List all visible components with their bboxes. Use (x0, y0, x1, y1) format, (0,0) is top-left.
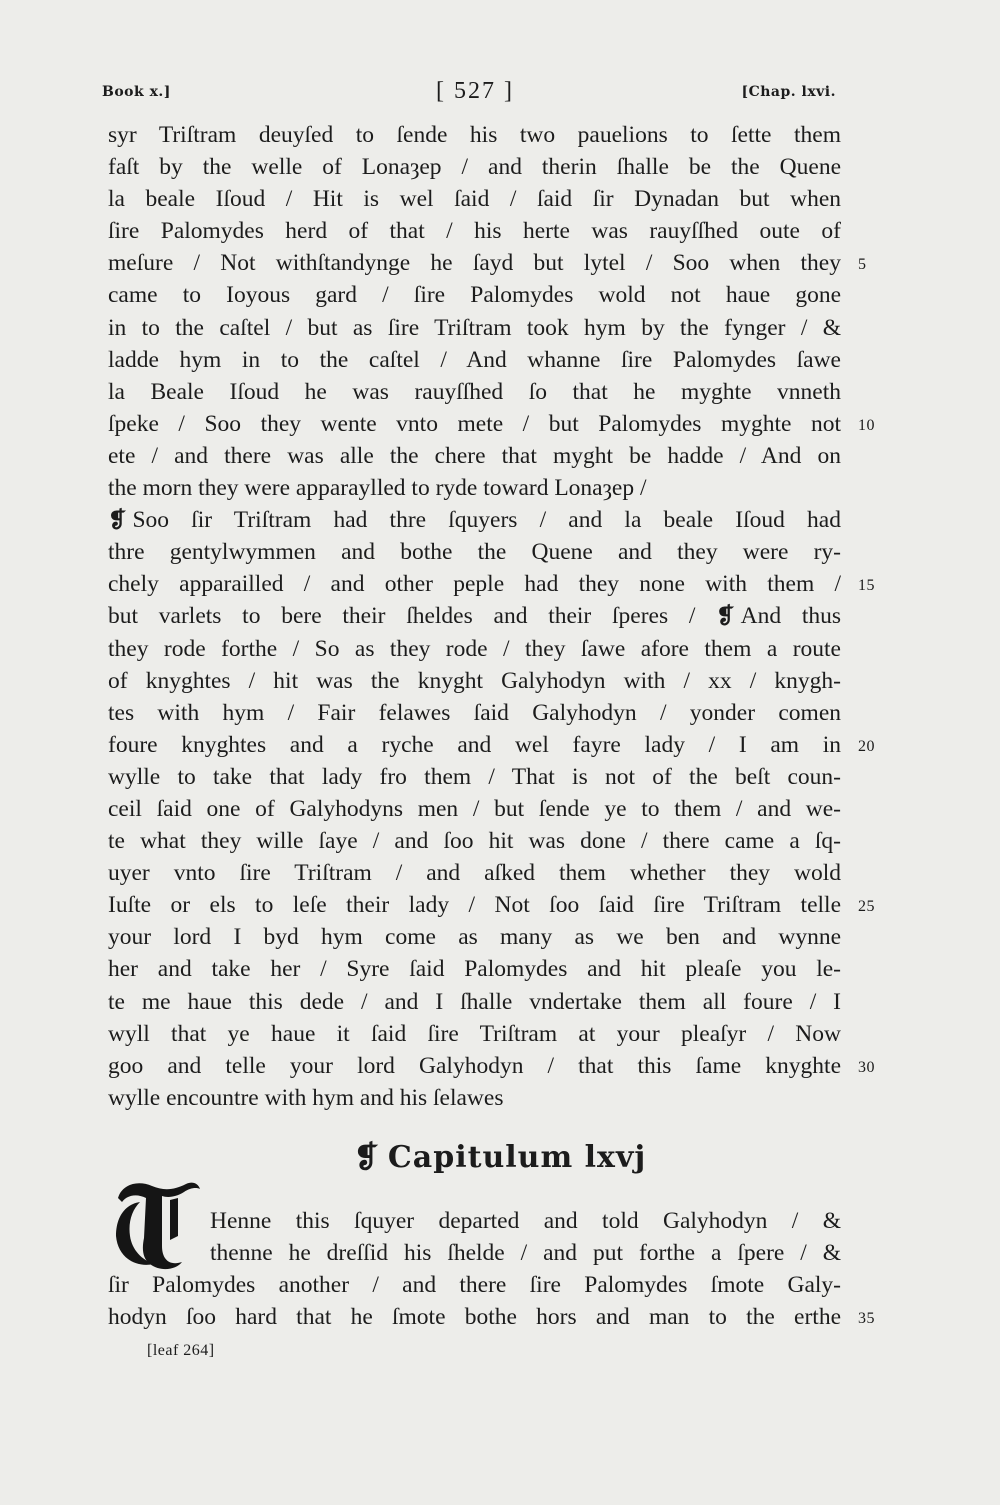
text-line (108, 536, 841, 568)
text-line (108, 1018, 841, 1050)
line-number: 20 (858, 737, 875, 755)
line-text: wyll that ye haue it ſaid ſire Triſtram at your pleaſyr / Now (108, 1020, 841, 1047)
text-line (108, 247, 867, 279)
line-number: 35 (858, 1310, 875, 1328)
text-line (108, 440, 841, 472)
text-line (108, 953, 841, 985)
line-number: 15 (858, 577, 875, 595)
body-text (108, 119, 875, 1114)
line-number: 5 (858, 256, 867, 274)
leaf-footnote: [leaf 264] (147, 1342, 215, 1359)
line-text: Iuſte or els to leſe their lady / Not ſoo ſaid ſire Triſtram telle (108, 892, 841, 919)
text-line (108, 279, 841, 311)
line-text: in to the caſtel / but as ſire Triſtram took hym by the fynger / & (108, 314, 841, 341)
line-text-continued: And thus (740, 603, 841, 630)
line-text: te me haue this dede / and I ſhalle vndertake them all foure / I (108, 988, 841, 1015)
running-head-chapter: [Chap. lxvi. (741, 84, 836, 100)
line-text: ſire Palomydes herd of that / his herte was rauyſſhed oute of (108, 218, 841, 245)
text-line (108, 312, 841, 344)
text-line (108, 761, 841, 793)
line-text: the morn they were apparaylled to ryde toward Lonaȝep / (108, 475, 647, 502)
line-number: 30 (858, 1058, 875, 1076)
line-text: but varlets to bere their ſheldes and their ſperes / (108, 603, 696, 630)
line-text: they rode forthe / So as they rode / they ſawe afore them a route (108, 635, 841, 662)
running-head-book: Book x.] (102, 84, 171, 100)
line-number: 25 (858, 898, 875, 916)
pilcrow-icon: ❡ (353, 1140, 380, 1175)
text-line (108, 1050, 875, 1082)
text-line (108, 857, 841, 889)
text-line (108, 1082, 841, 1114)
text-line (108, 633, 841, 665)
line-text: chely apparailled / and other peple had they none with them / (108, 571, 841, 598)
text-line (108, 793, 841, 825)
chapter-heading (0, 1140, 1000, 1175)
text-line (108, 472, 841, 504)
text-line (108, 151, 841, 183)
line-text: uyer vnto ſire Triſtram / and aſked them whether they wold (108, 860, 841, 887)
line-text: wylle encountre with hym and his ſelawes (108, 1084, 504, 1111)
line-text: your lord I byd hym come as many as we ben and wynne (108, 924, 841, 951)
text-line (108, 665, 841, 697)
line-text: foure knyghtes and a ryche and wel fayre lady / I am in (108, 731, 841, 758)
line-text: syr Triſtram deuyſed to ſende his two pauelions to ſette them (108, 122, 841, 148)
page-number: [ 527 ] (436, 78, 514, 104)
text-line (108, 119, 841, 151)
line-text: her and take her / Syre ſaid Palomydes and hit pleaſe you le- (108, 956, 841, 983)
text-line (108, 729, 875, 761)
line-text: Henne this ſquyer departed and told Galyhodyn / & (210, 1208, 841, 1234)
pilcrow-icon: ❡ (716, 603, 735, 630)
text-line (108, 1269, 841, 1301)
line-text: goo and telle your lord Galyhodyn / that this ſame knyghte (108, 1052, 841, 1079)
line-text: ſir Palomydes another / and there ſire Palomydes ſmote Galy- (108, 1272, 841, 1299)
text-line (108, 825, 841, 857)
line-text: ceil ſaid one of Galyhodyns men / but ſende ye to them / and we- (108, 795, 841, 822)
line-text: meſure / Not withſtandynge he ſayd but lytel / Soo when they (108, 250, 841, 277)
line-text: ete / and there was alle the chere that myght be hadde / And on (108, 442, 841, 469)
line-text: la beale Iſoud / Hit is wel ſaid / ſaid ſir Dynadan but when (108, 186, 841, 213)
chapter-title: Capitulum lxvj (387, 1140, 647, 1175)
text-line (108, 408, 875, 440)
text-line (108, 344, 841, 376)
text-line (108, 1205, 841, 1237)
text-line (108, 986, 841, 1018)
text-line (108, 215, 841, 247)
text-line (108, 600, 841, 632)
line-text: te what they wille ſaye / and ſoo hit was done / there came a ſq- (108, 828, 841, 855)
text-line (108, 1237, 841, 1269)
text-line (108, 376, 841, 408)
text-line (108, 889, 875, 921)
line-number: 10 (858, 416, 875, 434)
text-line (108, 183, 841, 215)
line-text: thre gentylwymmen and bothe the Quene and they were ry- (108, 539, 841, 566)
text-line (108, 921, 841, 953)
chapter-body (108, 1205, 875, 1333)
line-text: tes with hym / Fair felawes ſaid Galyhodyn / yonder comen (108, 699, 841, 726)
line-text: ſpeke / Soo they wente vnto mete / but Palomydes myghte not (108, 410, 841, 437)
line-text: ladde hym in to the caſtel / And whanne ſire Palomydes ſawe (108, 346, 841, 373)
text-line (108, 568, 875, 600)
pilcrow-icon: ❡ (108, 507, 127, 534)
line-text: faſt by the welle of Lonaȝep / and therin ſhalle be the Quene (108, 154, 841, 181)
line-text: la Beale Iſoud he was rauyſſhed ſo that he myghte vnneth (108, 378, 841, 405)
text-line (108, 504, 841, 536)
line-text: came to Ioyous gard / ſire Palomydes wold not haue gone (108, 282, 841, 309)
running-head (0, 78, 1000, 108)
line-text: thenne he dreſſid his ſhelde / and put forthe a ſpere / & (210, 1240, 841, 1267)
line-text: wylle to take that lady fro them / That is not of the beſt coun- (108, 763, 841, 790)
text-line (108, 1301, 875, 1333)
line-text: Soo ſir Triſtram had thre ſquyers / and la beale Iſoud had (132, 507, 841, 534)
line-text: hodyn ſoo hard that he ſmote bothe hors and man to the erthe (108, 1304, 841, 1331)
text-line (108, 697, 841, 729)
line-text: of knyghtes / hit was the knyght Galyhodyn with / xx / knygh- (108, 667, 841, 694)
